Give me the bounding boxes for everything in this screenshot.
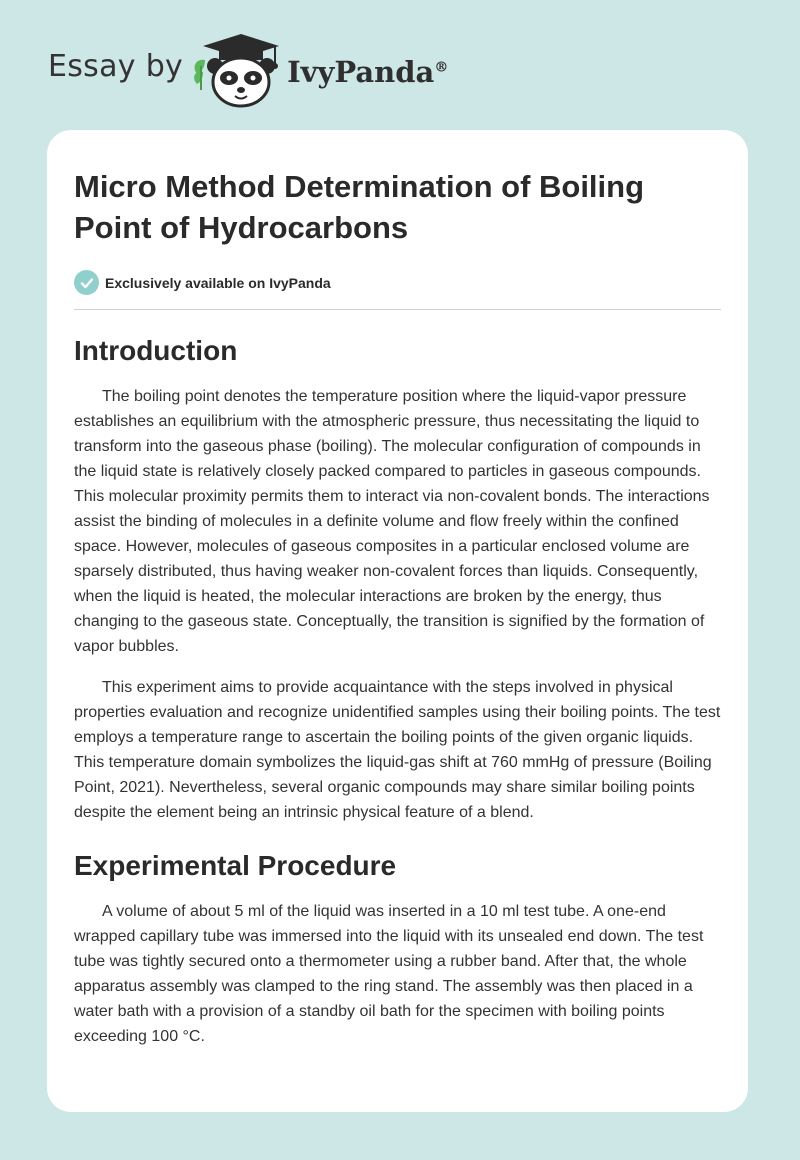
section-heading-experimental-procedure: Experimental Procedure [74,850,397,881]
badge-text: Exclusively available on IvyPanda [105,274,331,291]
divider [74,309,721,310]
check-circle-icon [74,270,99,295]
section-heading-introduction: Introduction [74,335,238,366]
paragraph: The boiling point denotes the temperature position where the liquid-vapor pressure establishes an equilibrium with the atmospheric pressure, thus necessitating the liquid to transform into the gaseous phase (boiling). The molecular configuration of compounds in the liquid state is relatively closely packed compared to particles in gaseous compounds. This molecular proximity permits them to interact via non-covalent bonds. The interactions assist the binding of molecules in a definite volume and flow freely within the confined space. However, molecules of gaseous composites in a particular enclosed volume are sparsely distributed, thus having weaker non-covalent forces than liquids. Consequently, when the liquid is heated, the molecular interactions are broken by the energy, thus changing to the gaseous state. Conceptually, the transition is signified by the formation of vapor bubbles. [74,388,710,655]
paragraph: A volume of about 5 ml of the liquid was inserted in a 10 ml test tube. A one-end wrapped capillary tube was immersed into the liquid with its unsealed end down. The test tube was tightly secured onto a thermometer using a rubber band. After that, the whole apparatus assembly was clamped to the ring stand. The assembly was then placed in a water bath with a provision of a standby oil bath for the specimen with boiling points exceeding 100 °C. [74,903,704,1045]
essay-title: Micro Method Determination of Boiling Point of Hydrocarbons [74,169,645,245]
essay-card [47,130,748,1112]
brand-name: IvyPanda® [287,55,449,89]
paragraph: This experiment aims to provide acquaintance with the steps involved in physical properties evaluation and recognize unidentified samples using their boiling points. The test employs a temperature range to ascertain the boiling points of the given organic liquids. This temperature domain symbolizes the liquid-gas shift at 760 mmHg of pressure (Boiling Point, 2021). Nevertheless, several organic compounds may share similar boiling points despite the element being an intrinsic physical feature of a blend. [74,679,721,821]
brand-prefix: Essay by [48,48,184,84]
panda-graduation-cap-icon [189,30,285,110]
brand-header [48,30,528,110]
exclusive-badge [74,270,721,295]
registered-mark: ® [434,59,449,76]
